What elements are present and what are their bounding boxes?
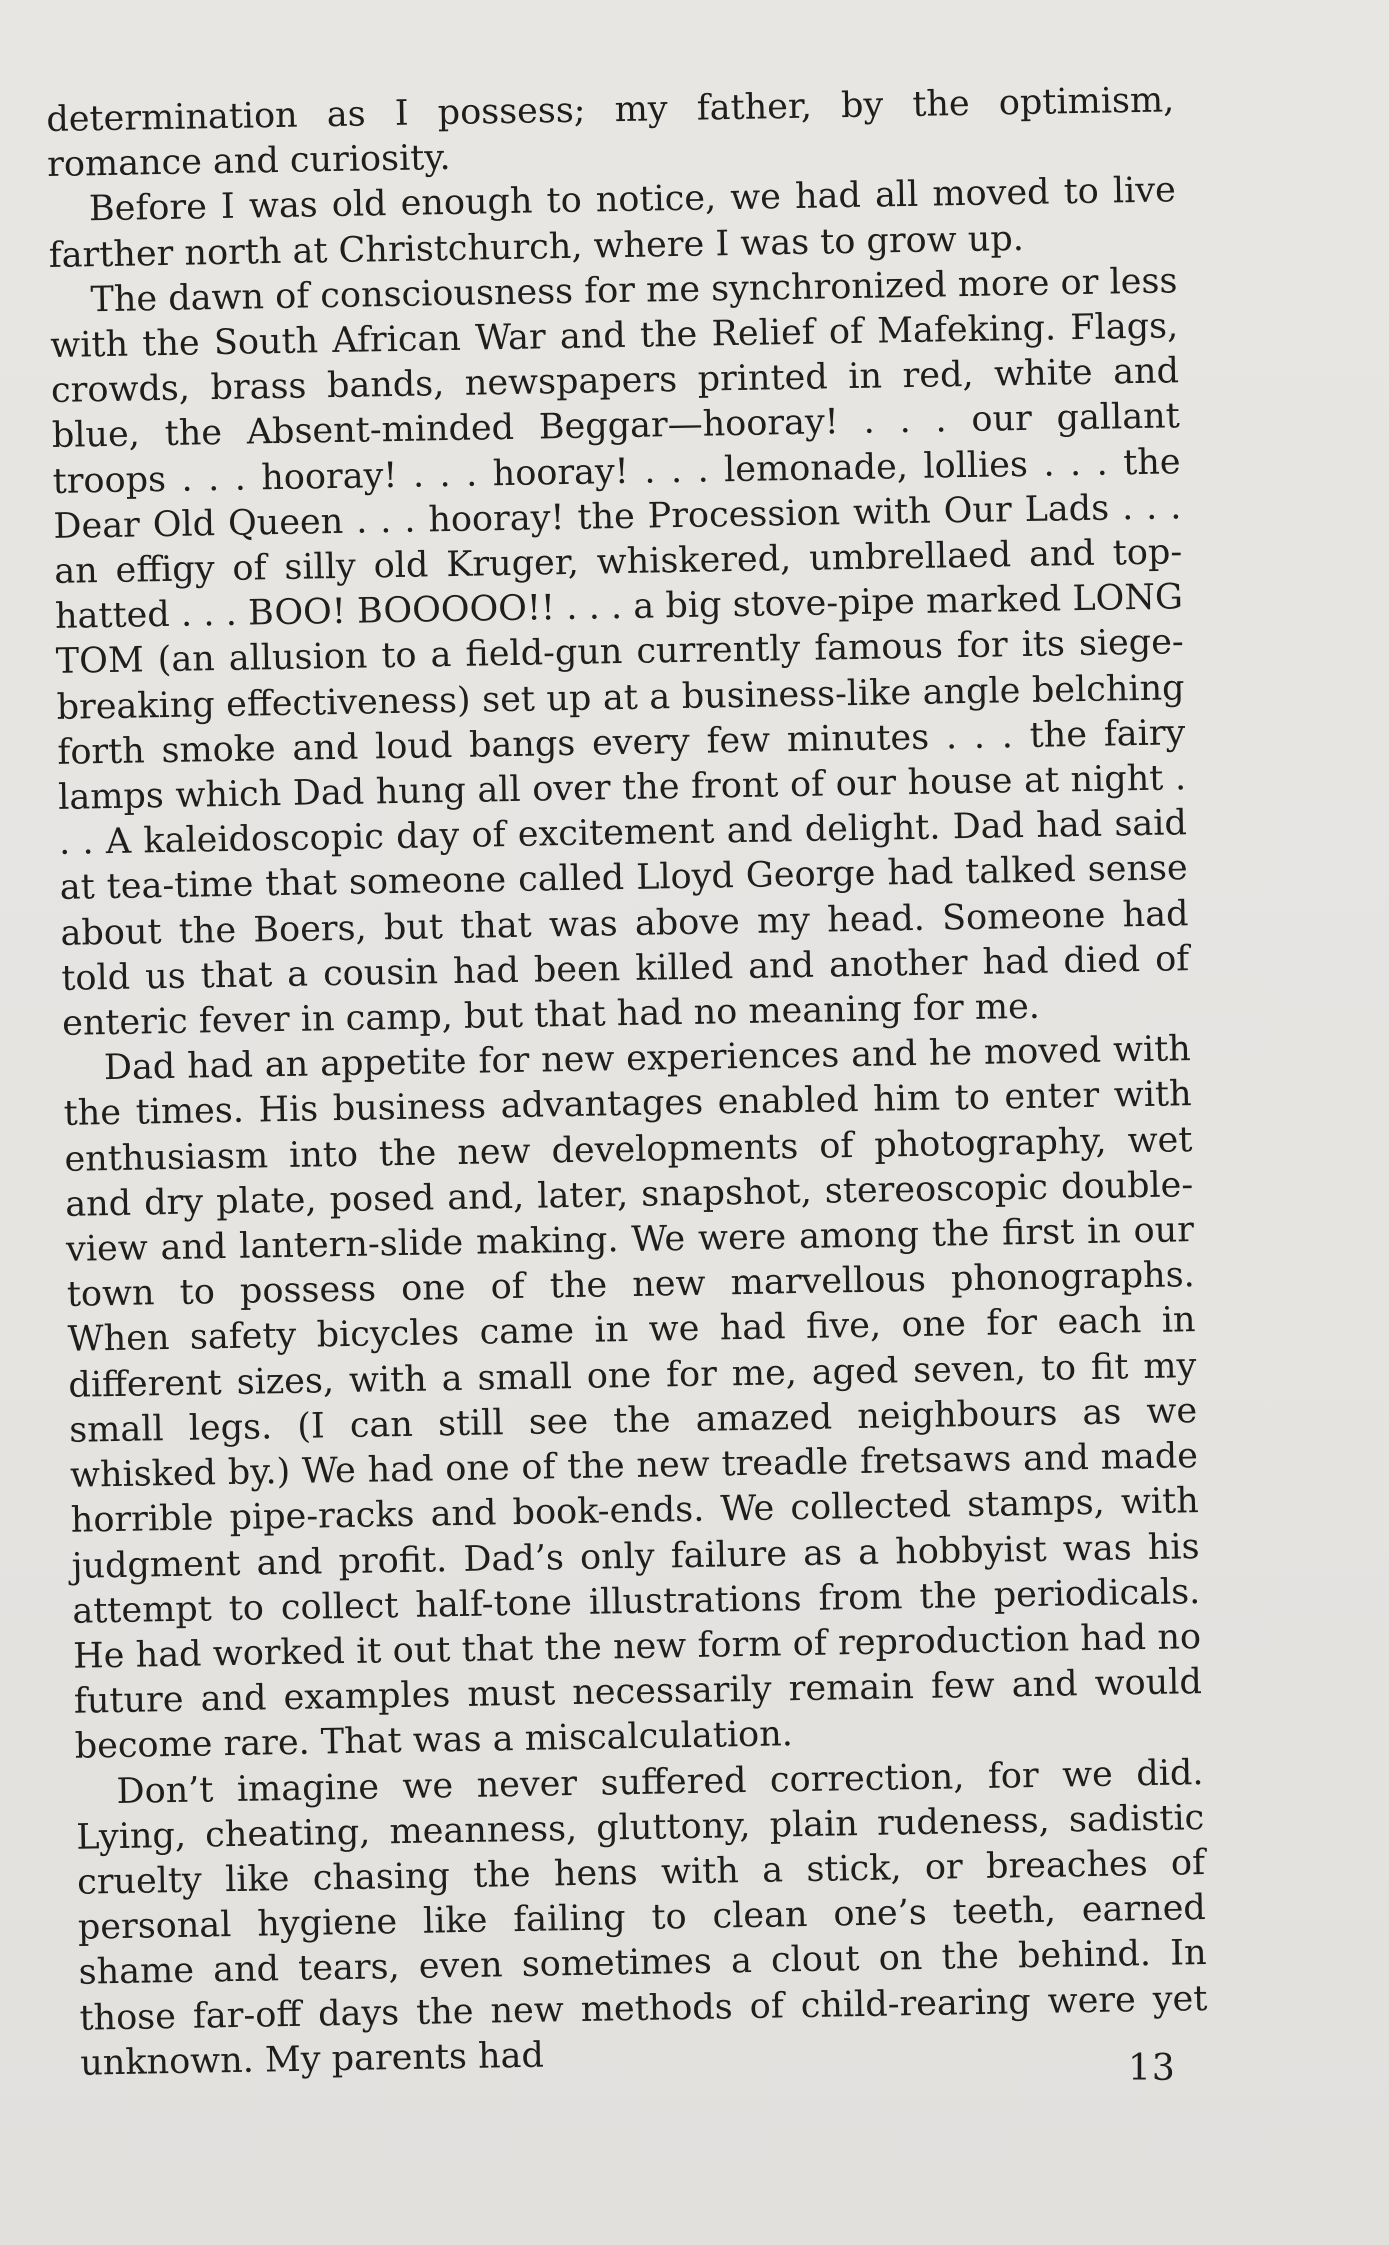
paragraph-dad-hobbies: Dad had an appetite for new experiences and he moved with the times. His business advantages enabled him to enter with enthusiasm into the new developments of photography, wet and dry plate, posed and, later, snapshot, stereoscopic double-view and lantern-slide making. We were among the first in our town to possess one of the new marvellous phonographs. When safety bicycles came in we had five, one for each in different sizes, with a small one for me, aged seven, to fit my small legs. (I can still see the amazed neighbours as we whisked by.) We had one of the new treadle fretsaws and made horrible pipe-racks and book-ends. We collected stamps, with judgment and profit. Dad’s only failure as a hobbyist was his attempt to collect half-tone illustrations from the periodicals. He had worked it out that the new form of reproduction had no future and examples must necessarily remain few and would become rare. That was a miscalculation. xyxy=(63,1029,1203,1768)
page-number: 13 xyxy=(1128,2048,1176,2089)
paragraph-continued: determination as I possess; my father, by the optimism, romance and curiosity. xyxy=(46,80,1175,186)
paragraph-correction: Don’t imagine we never suffered correction, for we did. Lying, cheating, meanness, gluttony, plain rudeness, sadistic cruelty like chasing the hens with a stick, or breaches of personal hygiene like failing to clean one’s teeth, earned shame and tears, even sometimes a clout on the behind. In those far-off days the new methods of child-rearing were yet unknown. My parents had xyxy=(76,1752,1208,2084)
paragraph-christchurch: Before I was old enough to notice, we had all moved to live farther north at Christchurch, where I was to grow up. xyxy=(48,170,1177,276)
body-text xyxy=(46,78,1209,2086)
paragraph-mafeking: The dawn of consciousness for me synchronized more or less with the South African War and the Relief of Mafeking. Flags, crowds, brass bands, newspapers printed in red, white and blue, the Absent-minded Beggar—hooray! . . . our gallant troops . . . hooray! . . . hooray! . . . lemonade, lollies . . . the Dear Old Queen . . . hooray! the Procession with Our Lads . . . an effigy of silly old Kruger, whiskered, umbrellaed and top-hatted . . . BOO! BOOOOO!! . . . a big stove-pipe marked LONG TOM (an allusion to a field-gun currently famous for its siege-breaking effectiveness) set up at a business-like angle belching forth smoke and loud bangs every few minutes . . . the fairy lamps which Dad hung all over the front of our house at night . . . A kaleidoscopic day of excitement and delight. Dad had said at tea-time that someone called Lloyd George had talked sense about the Boers, but that was above my head. Someone had told us that a cousin had been killed and another had died of enteric fever in camp, but that had no meaning for me. xyxy=(49,261,1190,1044)
